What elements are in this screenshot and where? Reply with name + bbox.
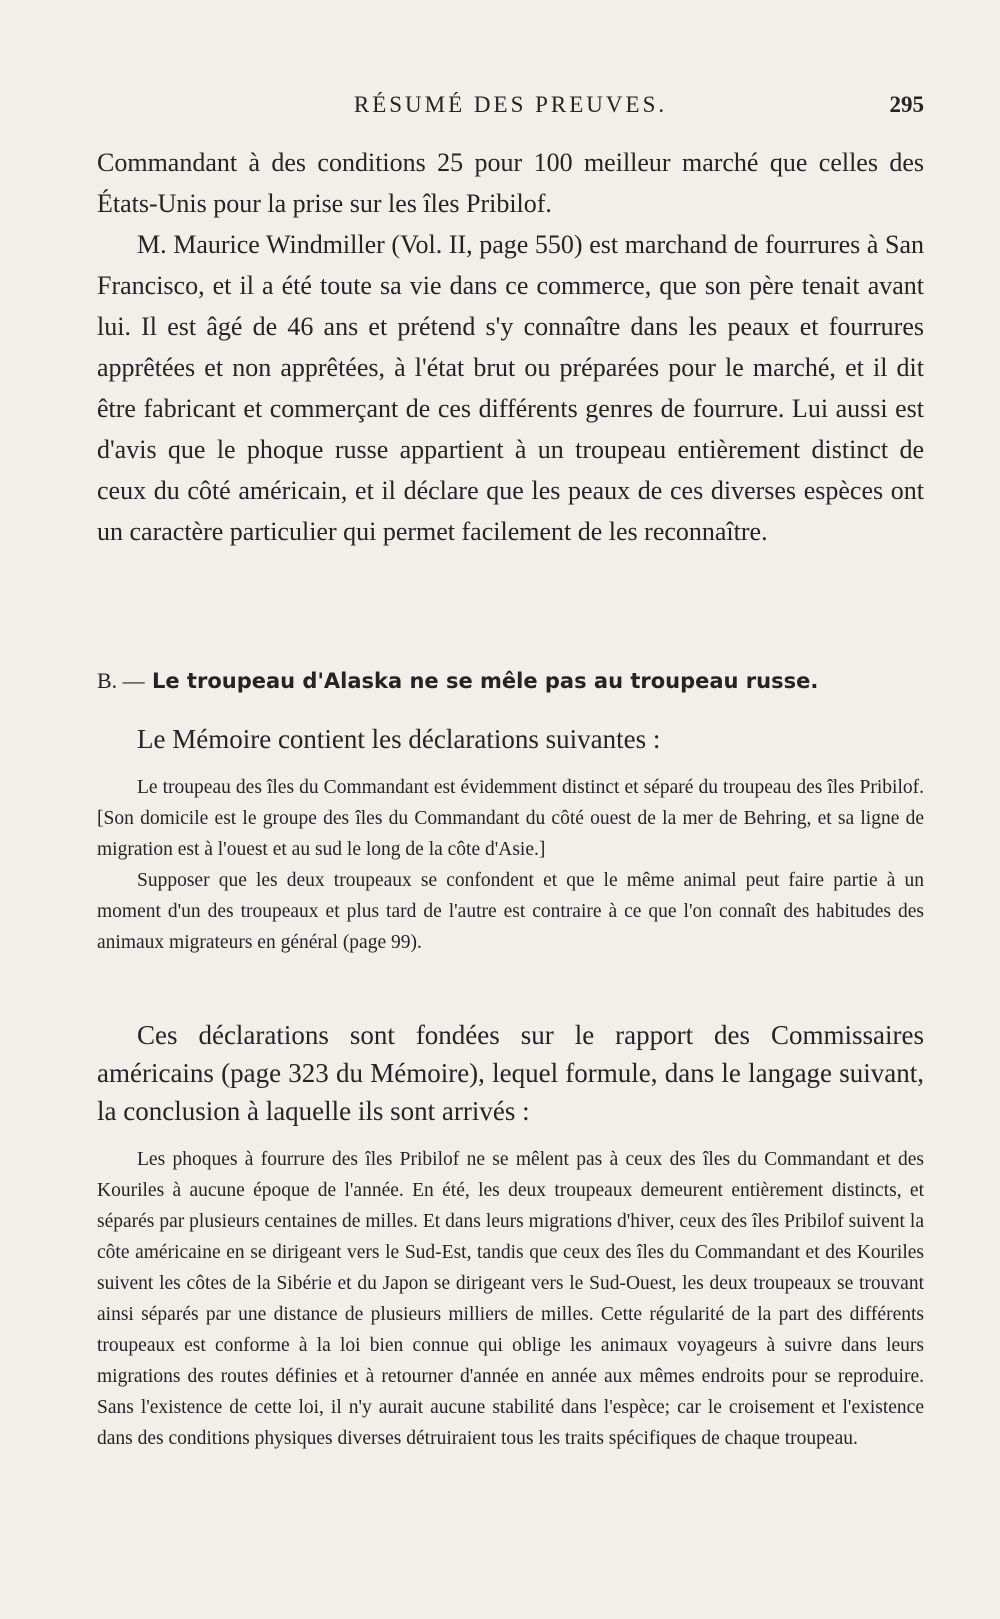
section-letter: B. —: [97, 668, 145, 693]
quotation-2: [97, 1144, 924, 1454]
running-title: RÉSUMÉ DES PREUVES.: [353, 92, 668, 117]
page-number: 295: [889, 92, 924, 117]
paragraph-continuation: Commandant à des conditions 25 pour 100 meilleur marché que celles des États-Unis pour la prise sur les îles Pribilof.: [97, 148, 924, 218]
section-heading: [97, 668, 924, 694]
quote1-paragraph-2: Supposer que les deux troupeaux se confondent et que le même animal peut faire partie à un moment d'un des troupeaux et plus tard de l'autre est contraire à ce que l'on connaît des habitudes des animaux migrateurs en général (page 99).: [97, 870, 924, 953]
section-title: Le troupeau d'Alaska ne se mêle pas au troupeau russe.: [152, 669, 819, 693]
intro-statement-2: Ces déclarations sont fondées sur le rapport des Commissaires américains (page 323 du Mémoire), lequel formule, dans le langage suivant, la conclusion à laquelle ils sont arrivés :: [97, 1020, 924, 1126]
page-header: [97, 92, 924, 128]
intro-statement-1: Le Mémoire contient les déclarations suivantes :: [137, 724, 661, 754]
quote2-paragraph: Les phoques à fourrure des îles Pribilof ne se mêlent pas à ceux des îles du Commandant et des Kouriles à aucune époque de l'année. En été, les deux troupeaux demeurent entièrement distincts, et séparés par plusieurs centaines de milles. Et dans leurs migrations d'hiver, ceux des îles Pribilof suivent la côte américaine en se dirigeant vers le Sud-Est, tandis que ceux des îles du Commandant et des Kouriles suivent les côtes de la Sibérie et du Japon se dirigeant vers le Sud-Ouest, les deux troupeaux se trouvant ainsi séparés par une distance de plusieurs milliers de milles. Cette régularité de la part des différents troupeaux est conforme à la loi bien connue qui oblige les animaux voyageurs à suivre dans leurs migrations des routes définies et à retourner d'année en année aux mêmes endroits pour se reproduire. Sans l'existence de cette loi, il n'y aurait aucune stabilité dans l'espèce; car le croisement et l'existence dans des conditions physiques diverses détruiraient tous les traits spécifiques de chaque troupeau.: [97, 1149, 924, 1449]
body-text: [97, 142, 924, 552]
paragraph-windmiller: M. Maurice Windmiller (Vol. II, page 550) est marchand de fourrures à San Francisco, et il a été toute sa vie dans ce commerce, que son père tenait avant lui. Il est âgé de 46 ans et prétend s'y connaître dans les peaux et fourrures apprêtées et non apprêtées, à l'état brut ou préparées pour le marché, et il dit être fabricant et commerçant de ces différents genres de fourrure. Lui aussi est d'avis que le phoque russe appartient à un troupeau entièrement distinct de ceux du côté américain, et il déclare que les peaux de ces diverses espèces ont un caractère particulier qui permet facilement de les reconnaître.: [97, 230, 924, 546]
quotation-1: [97, 772, 924, 958]
quote1-paragraph-1: Le troupeau des îles du Commandant est évidemment distinct et séparé du troupeau des îles Pribilof. [Son domicile est le groupe des îles du Commandant du côté ouest de la mer de Behring, et sa ligne de migration est à l'ouest et au sud le long de la côte d'Asie.]: [97, 777, 924, 860]
